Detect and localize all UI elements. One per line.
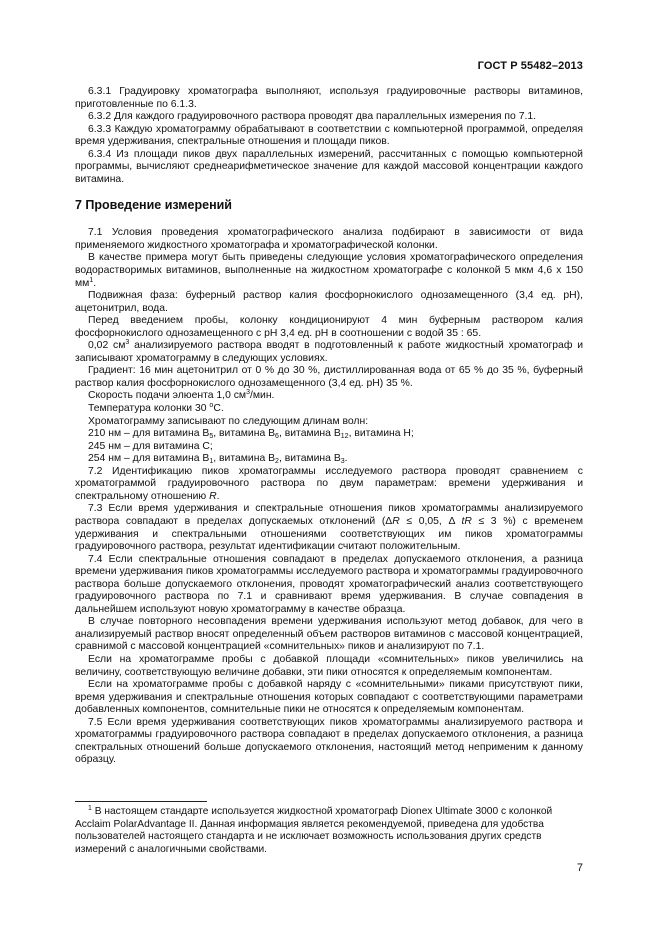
footnote-reference: 1 xyxy=(89,276,94,284)
paragraph-flow-rate: Скорость подачи элюента 1,0 $см^3$/мин. xyxy=(88,389,275,402)
paragraph-6-3-3: 6.3.3 Каждую хроматограмму обрабатывают в соответствии с компьютерной программой, определяя время удерживания, спектральные отношения и площади пиков. xyxy=(75,123,583,148)
paragraph-7-4: 7.4 Если спектральные отношения совпадают в пределах допускаемого отклонения, а разница времени удерживания пиков хроматограммы исследуемого раствора и хроматограммы градуировочного раствора больше допускаемого отклонения, проводят хроматографический анализ соответствующего градуировочного раствора по 7.1 и сравнивают время удерживания. В случае совпадения в дальнейшем используют новую хроматограмму в качестве образца. xyxy=(75,553,583,615)
paragraph-peaks-increased: Если на хроматограмме пробы с добавкой площади «сомнительных» пиков увеличились на величину, соответствующую величине добавки, эти пики относятся к определяемым компонентам. xyxy=(75,653,583,678)
paragraph-repeat-mismatch: В случае повторного несовпадения времени удерживания используют метод добавок, для чего в анализируемый раствор вносят определенный объем растворов витаминов с массовой концентрацией, сравнимой с массовой концентрацией «сомнительных» пиков и анализируют по 7.1. xyxy=(75,616,583,653)
page-number: 7 xyxy=(576,862,583,874)
footnote-text: В настоящем стандарте используется жидкостной хроматограф Dionex Ultimate 3000 с колонкой Acclaim PolarAdvantage II. Данная информация является рекомендуемой, приведена для удобства пользователей настоящего стандарта и не исключает возможность использования других средств измерений с аналогичными свойствами. xyxy=(75,806,553,855)
paragraph-column-temperature: Температура колонки 30 $^о$С. xyxy=(88,402,224,415)
paragraph-7-5: 7.5 Если время удерживания соответствующих пиков хроматограммы анализируемого раствора и хроматограммы градуировочного раствора совпадают в пределах допускаемого отклонения, а разница спектральных отношений больше допускаемого отклонения, настоящий метод неприменим к данному образцу. xyxy=(75,716,583,766)
standard-header: ГОСТ Р 55482–2013 xyxy=(477,60,583,72)
paragraph-6-3-2: 6.3.2 Для каждого градуировочного раствора проводят два параллельных измерения по 7.1. xyxy=(88,111,537,123)
footnote xyxy=(75,806,575,856)
paragraph-example: В качестве примера могут быть приведены следующие условия хроматографического определения водорастворимых витаминов, выполненные на жидкостном хроматографе с колонкой 5 мкм 4,6 х 150 $мм^1$. xyxy=(75,252,583,289)
paragraph-6-3-1: 6.3.1 Градуировку хроматографа выполняют, используя градуировочные растворы витаминов, приготовленные по 6.1.3. xyxy=(75,86,583,110)
paragraph-injection-volume: 0,02 $см^3$ анализируемого раствора вводят в подготовленный к работе жидкостный хроматограф и записывают хроматограмму в следующих условиях. xyxy=(75,339,583,364)
paragraph-wavelengths: Хроматограмму записывают по следующим длинам волн: xyxy=(88,415,369,427)
paragraph-gradient: Градиент: 16 мин ацетонитрил от 0 % до 30 %, дистиллированная вода от 65 % до 35 %, буферный раствор калия фосфорнокислого однозамещенного (3,4 ед. рН) 35 %. xyxy=(75,365,583,389)
footnote-divider xyxy=(75,801,207,802)
wavelength-245: 245 нм – для витамина С; xyxy=(88,440,213,452)
paragraph-7-1: 7.1 Условия проведения хроматографического анализа подбирают в зависимости от вида применяемого жидкостного хроматографа и хроматографической колонки. xyxy=(75,227,583,251)
document-body xyxy=(75,86,583,767)
wavelength-254: 254 нм – для витамина $В_1$, витамина $В_2$, витамина $В_3$. xyxy=(88,453,348,466)
paragraph-peaks-present: Если на хроматограмме пробы с добавкой наряду с «сомнительными» пиками присутствуют пики, время удерживания и спектральные отношения которых совпадают с соответствующими параметрами добавленных компонентов, сомнительные пики не относятся к определяемым компонентам. xyxy=(75,679,583,716)
wavelength-210: 210 нм – для витамина $В_5$, витамина $В_6$, витамина $В_{12}$, витамина Н; xyxy=(88,428,414,441)
paragraph-7-2: 7.2 Идентификацию пиков хроматограммы исследуемого раствора проводят сравнением с хроматограммой градуировочного раствора по двум параметрам: времени удерживания и спектральному отношению R. xyxy=(75,465,583,502)
section-7-heading: 7 Проведение измерений xyxy=(75,198,232,213)
paragraph-conditioning: Перед введением пробы, колонку кондиционируют 4 мин буферным раствором калия фосфорнокислого однозамещенного с рН 3,4 ед. рН в соотношении с водой 35 : 65. xyxy=(75,315,583,339)
footnote-mark: 1 xyxy=(88,805,92,812)
paragraph-7-3: 7.3 Если время удерживания и спектральные отношения пиков хроматограммы анализируемого раствора совпадают в пределах допускаемых отклонений (ΔR ≤ 0,05, Δ tR ≤ 3 %) с временем удерживания и спектральными отношениями соответствующих им пиков хроматограммы градуировочного раствора, результат идентификации считают положительным. xyxy=(75,503,583,553)
paragraph-6-3-4: 6.3.4 Из площади пиков двух параллельных измерений, рассчитанных с помощью компьютерной программы, вычисляют среднеарифметическое значение для каждой массовой концентрации каждого витамина. xyxy=(75,148,583,185)
paragraph-mobile-phase: Подвижная фаза: буферный раствор калия фосфорнокислого однозамещенного (3,4 ед. рН), ацетонитрил, вода. xyxy=(75,290,583,314)
